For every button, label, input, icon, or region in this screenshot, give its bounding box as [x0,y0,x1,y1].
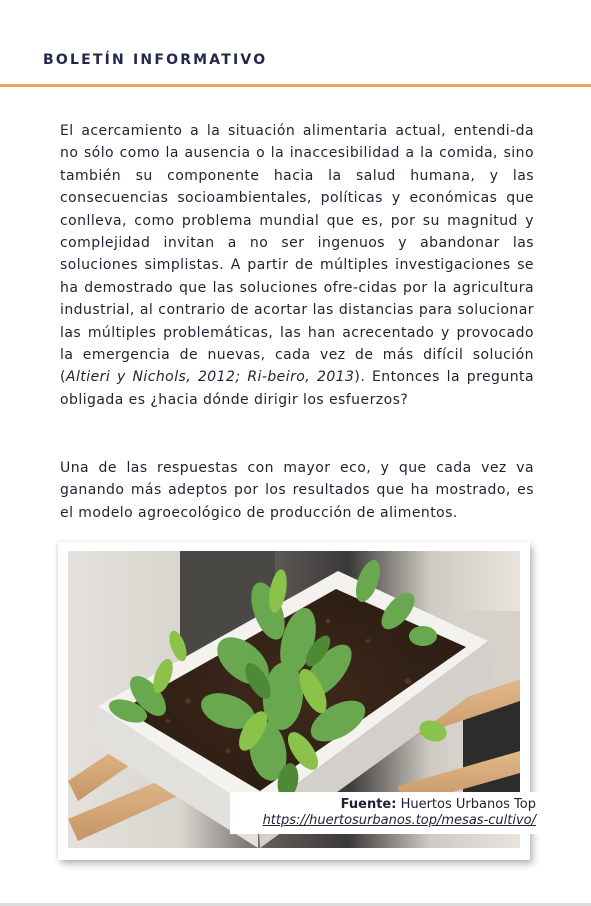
source-label: Fuente: [340,797,397,812]
header-title: BOLETÍN INFORMATIVO [43,52,268,68]
article-paragraph-1 [60,120,534,411]
paragraph-1-text-a: El acercamiento a la situación alimentaria actual, entendi-da no sólo como la ausencia o la inaccesibilidad a la comida, sino también su componente hacia la salud humana, y las consecuencias socioambientales, políticas y económicas que conlleva, como problema mundial que es, por su magnitud y complejidad invitan a no ser ingenuos y abandonar las soluciones simplistas. A partir de múltiples investigaciones se ha demostrado que las soluciones ofre-cidas por la agricultura industrial, al contrario de acortar las distancias para solucionar las múltiples problemáticas, las han acrecentado y provocado la emergencia de nuevas, cada vez de más difícil solución ( [60,123,534,386]
photo-caption [230,792,540,834]
newsletter-header [0,0,591,87]
source-name: Huertos Urbanos Top [396,797,536,812]
caption-source [341,797,536,812]
paragraph-1-text-b: ). Entonces la pregunta obligada es ¿hacia dónde dirigir los esfuerzos? [60,369,534,408]
source-link[interactable]: https://huertosurbanos.top/mesas-cultivo/ [262,813,536,828]
citation: Altieri y Nichols, 2012; Ri-beiro, 2013 [65,369,355,386]
article-paragraph-2: Una de las respuestas con mayor eco, y que cada vez va ganando más adeptos por los resultados que ha mostrado, es el modelo agroecológico de producción de alimentos. [60,460,534,521]
